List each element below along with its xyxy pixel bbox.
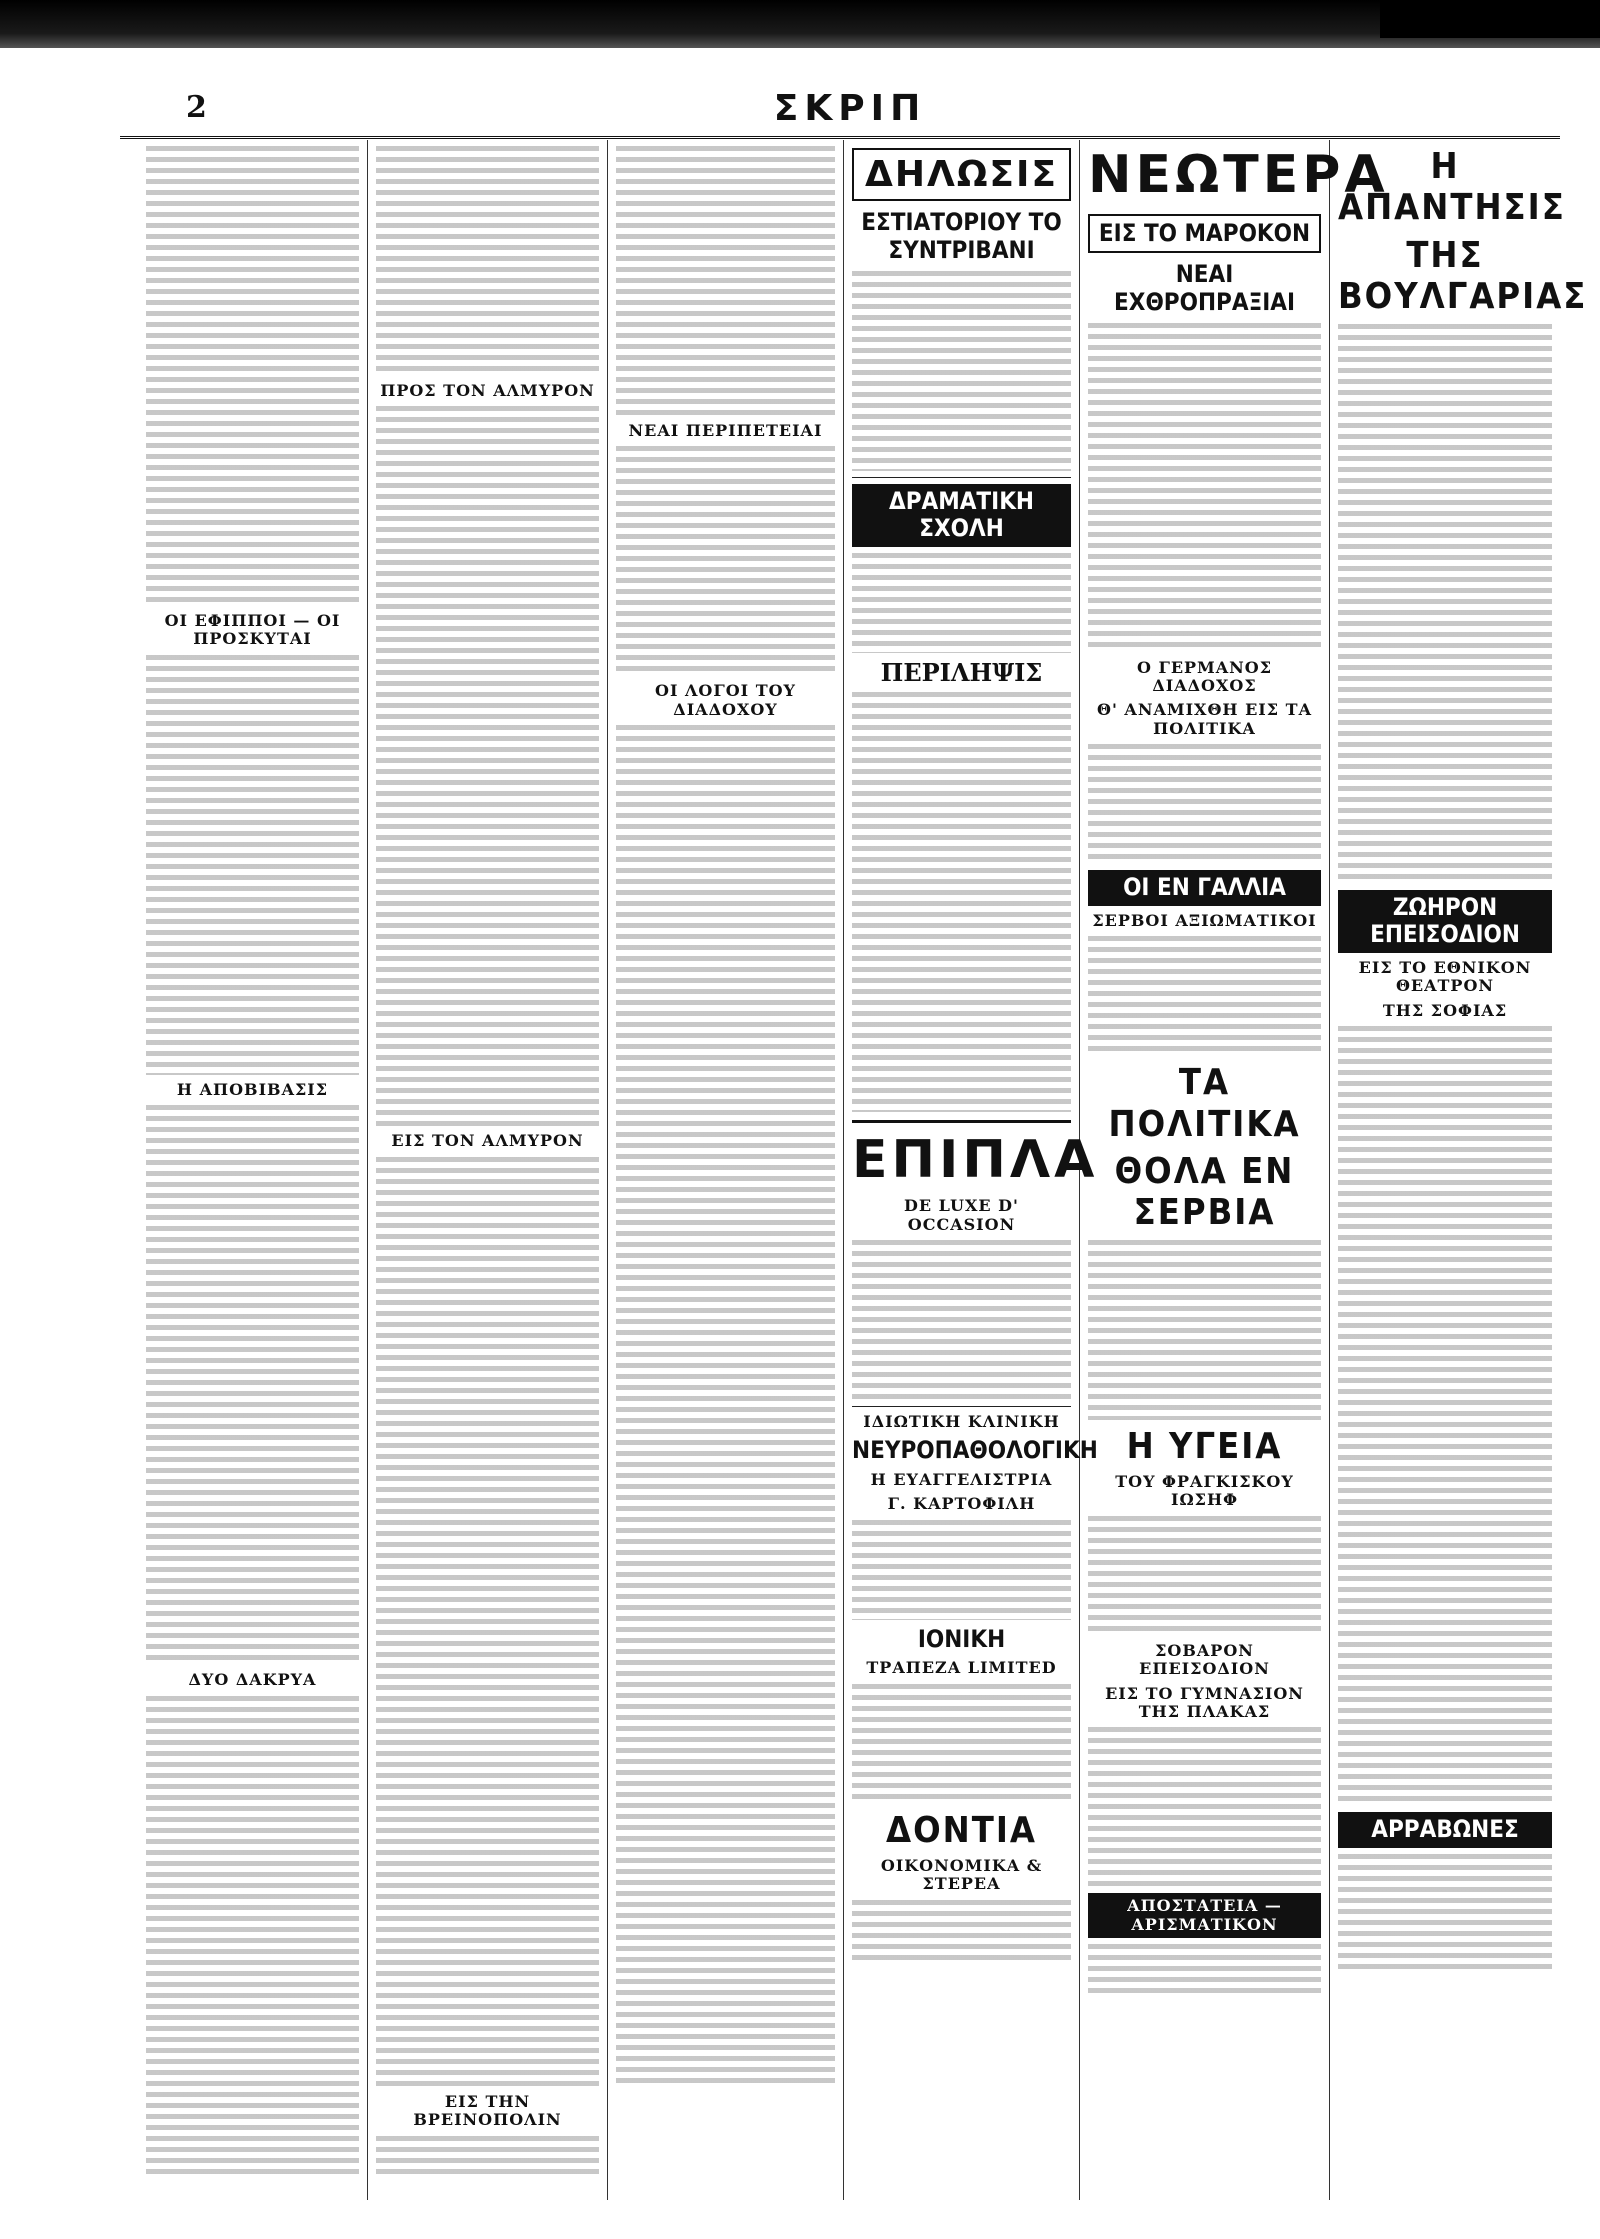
section-heading: Η ΥΓΕΙΑ: [1126, 1425, 1283, 1467]
body-text-block: [1088, 1727, 1321, 1887]
ad-headline: ΔΗΛΩΣΙΣ: [852, 148, 1071, 201]
divider: [852, 1120, 1071, 1123]
section-subheading: Θ' ΑΝΑΜΙΧΘΗ ΕΙΣ ΤΑ ΠΟΛΙΤΙΚΑ: [1097, 700, 1312, 738]
section-heading: ΕΙΣ ΤΟΝ ΑΛΜΥΡΟΝ: [391, 1131, 584, 1151]
ad-subheadline: Η ΕΥΑΓΓΕΛΙΣΤΡΙΑ: [870, 1469, 1053, 1489]
page-header: [120, 88, 1560, 139]
section-heading: ΖΩΗΡΟΝ ΕΠΕΙΣΟΔΙΟΝ: [1338, 890, 1552, 953]
section-heading: ΕΙΣ ΤΗΝ ΒΡΕΙΝΟΠΟΛΙΝ: [413, 2091, 562, 2130]
divider: [852, 1406, 1071, 1407]
section-heading: Ο ΓΕΡΜΑΝΟΣ ΔΙΑΔΟΧΟΣ: [1136, 657, 1273, 695]
section-banner: ΝΕΩΤΕΡΑ: [1088, 145, 1389, 205]
body-text-block: [616, 146, 835, 416]
column-1: [138, 140, 368, 2200]
section-subheading: ΕΙΣ ΤΟ ΓΥΜΝΑΣΙΟΝ ΤΗΣ ΠΛΑΚΑΣ: [1105, 1683, 1304, 1722]
body-text-block: [616, 446, 835, 676]
body-text-block: [1088, 1240, 1321, 1420]
ad-subheadline: DE LUXE D' OCCASION: [904, 1196, 1019, 1234]
section-subheading: ΝΕΑΙ ΕΧΘΡΟΠΡΑΞΙΑΙ: [1114, 260, 1295, 316]
body-text-block: [1088, 1944, 1321, 1994]
section-heading: ΠΡΟΣ ΤΟΝ ΑΛΜΥΡΟΝ: [380, 381, 595, 400]
body-text-block: [146, 655, 359, 1075]
body-text-block: [852, 1900, 1071, 1960]
section-heading: Η ΑΠΑΝΤΗΣΙΣ: [1338, 146, 1566, 229]
body-text-block: [852, 692, 1071, 1112]
section-heading: ΕΙΣ ΤΟ ΜΑΡΟΚΟΝ: [1088, 214, 1321, 254]
column-4: [844, 140, 1099, 2200]
body-text-block: [852, 1684, 1071, 1804]
section-subheading: ΘΟΛΑ ΕΝ ΣΕΡΒΙΑ: [1114, 1150, 1295, 1234]
body-text-block: [146, 146, 359, 606]
ad-subheadline: ΤΡΑΠΕΖΑ LIMITED: [866, 1658, 1057, 1678]
body-text-block: [146, 1696, 359, 2176]
ad-headline: ΙΟΝΙΚΗ: [917, 1624, 1006, 1653]
body-text-block: [852, 1240, 1071, 1400]
section-subheading: ΕΙΣ ΤΟ ΕΘΝΙΚΟΝ ΘΕΑΤΡΟΝ: [1358, 957, 1532, 996]
body-text-block: [1338, 324, 1552, 884]
section-subheading: ΤΗΣ ΣΟΦΙΑΣ: [1382, 1000, 1508, 1020]
section-heading: ΠΕΡΙΛΗΨΙΣ: [880, 657, 1043, 687]
body-text-block: [616, 725, 835, 2085]
section-subheading: ΣΕΡΒΟΙ ΑΞΙΩΜΑΤΙΚΟΙ: [1092, 910, 1317, 930]
body-text-block: [1088, 744, 1321, 864]
divider: [852, 477, 1071, 478]
ad-subheadline: ΟΙΚΟΝΟΜΙΚΑ & ΣΤΕΡΕΑ: [880, 1856, 1043, 1894]
section-heading: ΟΙ ΕΦΙΠΠΟΙ — ΟΙ ΠΡΟΣΚΥΤΑΙ: [164, 611, 341, 649]
scan-top-shadow: [0, 0, 1600, 48]
section-heading: ΤΑ ΠΟΛΙΤΙΚΑ: [1108, 1062, 1301, 1145]
ad-headline: ΔΟΝΤΙΑ: [886, 1809, 1037, 1851]
section-heading: ΑΡΡΑΒΩΝΕΣ: [1338, 1812, 1552, 1848]
section-heading: Η ΑΠΟΒΙΒΑΣΙΣ: [176, 1079, 329, 1099]
body-text-block: [852, 271, 1071, 471]
ad-headline: ΕΠΙΠΛΑ: [852, 1130, 1099, 1191]
section-subheading: ΤΗΣ ΒΟΥΛΓΑΡΙΑΣ: [1338, 234, 1588, 318]
section-subheading: ΤΟΥ ΦΡΑΓΚΙΣΚΟΥ ΙΩΣΗΦ: [1115, 1472, 1294, 1510]
body-text-block: [376, 2136, 599, 2176]
ad-subheadline: ΕΣΤΙΑΤΟΡΙΟΥ ΤΟ ΣΥΝΤΡΙΒΑΝΙ: [861, 208, 1062, 264]
body-text-block: [376, 1157, 599, 2087]
body-text-block: [1338, 1854, 1552, 1974]
section-heading: ΟΙ ΕΝ ΓΑΛΛΙΑ: [1088, 870, 1321, 906]
masthead-title: ΣΚΡΙΠ: [773, 88, 927, 129]
section-heading: ΑΠΟΣΤΑΤΕΙΑ — ΑΡΙΣΜΑΤΙΚΟΝ: [1088, 1893, 1321, 1938]
column-2: [368, 140, 608, 2200]
ad-headline: ΔΡΑΜΑΤΙΚΗ ΣΧΟΛΗ: [852, 484, 1071, 547]
body-text-block: [376, 146, 599, 376]
section-heading: ΣΟΒΑΡΟΝ ΕΠΕΙΣΟΔΙΟΝ: [1139, 1640, 1270, 1679]
column-6: [1330, 140, 1588, 2200]
ad-subheadline: Γ. ΚΑΡΤΟΦΙΛΗ: [887, 1494, 1036, 1514]
newspaper-page: [138, 140, 1588, 2200]
body-text-block: [1338, 1026, 1552, 1806]
body-text-block: [1088, 323, 1321, 653]
section-heading: ΟΙ ΛΟΓΟΙ ΤΟΥ ΔΙΑΔΟΧΟΥ: [655, 681, 796, 719]
section-heading: ΔΥΟ ΔΑΚΡΥΑ: [188, 1670, 317, 1690]
section-heading: ΝΕΑΙ ΠΕΡΙΠΕΤΕΙΑΙ: [628, 421, 823, 440]
column-5: [1080, 140, 1389, 2200]
body-text-block: [852, 553, 1071, 653]
body-text-block: [1088, 936, 1321, 1056]
column-3: [608, 140, 844, 2200]
body-text-block: [852, 1520, 1071, 1620]
page-number: 2: [186, 90, 207, 125]
body-text-block: [376, 406, 599, 1126]
body-text-block: [1088, 1516, 1321, 1636]
body-text-block: [146, 1105, 359, 1665]
ad-headline: ΙΔΙΩΤΙΚΗ ΚΛΙΝΙΚΗ: [863, 1411, 1060, 1431]
ad-subheadline: ΝΕΥΡΟΠΑΘΟΛΟΓΙΚΗ: [852, 1436, 1098, 1465]
